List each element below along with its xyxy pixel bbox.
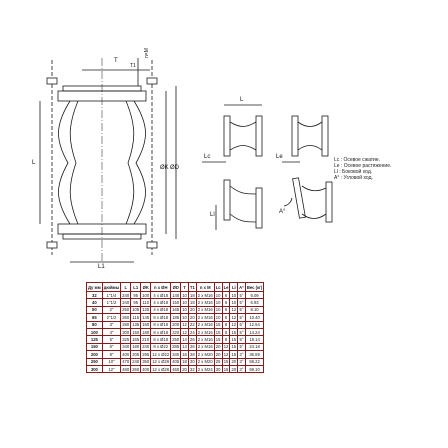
table-cell: 18 <box>190 292 195 298</box>
table-row <box>87 351 264 358</box>
legend-item: Lc : Осевое сжатие. <box>334 157 380 163</box>
label-phiD: ØD <box>170 165 179 171</box>
table-cell: 12 <box>182 322 187 328</box>
table-cell: 32 <box>190 366 195 372</box>
table-cell: 2" <box>102 306 120 313</box>
table-cell: 12 x Ø26 <box>152 366 170 372</box>
small-view-compression <box>202 105 262 162</box>
table-cell: 185 <box>172 314 180 320</box>
col-header-angle: A° <box>239 284 244 290</box>
main-assembly-view <box>40 58 176 262</box>
table-cell: 12 <box>223 344 229 350</box>
table-cell: 18 <box>190 300 195 306</box>
table-cell: 2 x M16 <box>197 329 213 335</box>
table-cell: 470 <box>122 359 130 365</box>
table-cell: 2 x M20 <box>197 359 213 365</box>
table-cell: 22 <box>190 322 195 328</box>
table-cell: 100 <box>142 292 150 298</box>
table-cell: 5° <box>239 314 244 320</box>
table-cell: 8 <box>222 321 230 328</box>
table-cell: 12 <box>223 351 229 357</box>
table-cell: 8 x Ø18 <box>151 328 171 335</box>
table-cell: 28 <box>190 351 195 357</box>
table-cell: 250 <box>87 358 103 365</box>
table-row <box>87 292 264 299</box>
table-cell: 15 <box>231 329 237 335</box>
flange-a <box>224 116 230 156</box>
table-cell: 12 x Ø26 <box>152 359 170 365</box>
table-cell: 15 <box>223 366 229 372</box>
table-cell: 4 x Ø18 <box>151 299 171 306</box>
table-cell: 460 <box>172 366 180 372</box>
table-cell: 10 <box>182 300 187 306</box>
table-cell: 2 x M16 <box>197 314 213 320</box>
table-cell: 285 <box>172 344 180 350</box>
table-cell: 3° <box>239 359 244 365</box>
table-cell: 15 <box>215 322 221 328</box>
nut-top-left <box>47 78 57 84</box>
table-cell: 10 <box>231 300 237 306</box>
col-header-T1: T1 <box>189 284 195 290</box>
legend-item: A° : Угловой ход. <box>334 175 373 181</box>
table-cell: 10 <box>182 307 187 313</box>
table-row <box>87 336 264 343</box>
table-cell: 180 <box>132 344 140 350</box>
table-cell: 15 <box>231 351 237 357</box>
table-cell: 10 <box>215 307 221 313</box>
table-cell: 150 <box>172 300 180 306</box>
table-cell: 210 <box>142 337 150 343</box>
table-cell: 80 <box>87 321 103 328</box>
table-cell: 8 <box>222 336 230 343</box>
col-header-phiD: ØD <box>172 284 179 290</box>
table-cell: 6 <box>222 299 230 306</box>
table-cell: 150 <box>132 329 140 335</box>
table-row <box>87 314 264 321</box>
table-cell: 65 <box>87 314 103 321</box>
flange-b <box>256 116 262 156</box>
table-cell: 58.22 <box>245 358 263 365</box>
table-cell: 3° <box>239 351 244 357</box>
table-cell: 480 <box>122 366 130 372</box>
table-cell: 8 x Ø18 <box>151 336 171 343</box>
bellows-right-outer <box>134 101 146 224</box>
table-cell: 16 <box>182 351 187 357</box>
table-cell: 24.18 <box>245 343 263 350</box>
table-cell: 220 <box>172 329 180 335</box>
table-cell: 14 <box>182 344 187 350</box>
table-cell: 15 <box>215 329 221 335</box>
flange-h <box>326 182 332 222</box>
table-cell: 2 x M16 <box>197 300 213 306</box>
table-cell: 180 <box>142 329 150 335</box>
table-cell: 2 x M16 <box>197 307 213 313</box>
legend-item: Le : Осевое растяжение. <box>334 163 392 169</box>
legend-item: Ll : Боковой ход. <box>334 169 373 175</box>
label-Ll: Ll <box>210 212 215 218</box>
table-cell: 12" <box>102 365 120 372</box>
table-body <box>87 292 264 373</box>
table-cell: 6.09 <box>245 292 263 299</box>
table-cell: 5° <box>239 292 244 298</box>
table-cell: 32 <box>87 292 103 299</box>
table-cell: 18 <box>182 359 187 365</box>
table-cell: 140 <box>172 292 180 298</box>
table-cell: 12 x Ø22 <box>152 351 170 357</box>
col-header-T: T <box>181 283 189 292</box>
col-header-Lc: Lc <box>215 284 221 290</box>
table-cell: 400 <box>122 351 130 357</box>
table-cell: 4 x Ø18 <box>151 306 171 313</box>
table-row <box>87 299 264 306</box>
table-cell: 6.93 <box>245 299 263 306</box>
label-T1: T1 <box>130 63 136 69</box>
table-row <box>87 328 264 335</box>
table-cell: 260 <box>122 314 130 320</box>
table-cell: 10 <box>231 292 237 298</box>
bellows-right-inner <box>126 101 134 224</box>
table-cell: 12.54 <box>245 321 263 328</box>
table-cell: 18.14 <box>245 336 263 343</box>
bellows-left-inner <box>70 101 78 224</box>
table-cell: 350 <box>142 359 150 365</box>
table-cell: 5° <box>239 307 244 313</box>
small-view-extension <box>282 116 328 162</box>
nut-bottom-left <box>47 242 57 248</box>
table-cell: 3° <box>239 366 244 372</box>
table-row <box>87 306 264 313</box>
table-cell: 10 <box>182 314 187 320</box>
table-cell: 400 <box>142 366 150 372</box>
table-cell: 24 <box>190 329 195 335</box>
table-cell: 405 <box>172 359 180 365</box>
table-cell: 325 <box>122 337 130 343</box>
table-cell: 205 <box>132 351 140 357</box>
flange-e <box>224 180 230 220</box>
table-cell: 5° <box>239 337 244 343</box>
table-cell: 40 <box>87 299 103 306</box>
table-cell: 165 <box>172 307 180 313</box>
table-cell: 1"1/2 <box>102 299 120 306</box>
table-cell: 200 <box>87 351 103 358</box>
table-cell: 160 <box>142 322 150 328</box>
table-row <box>87 365 264 372</box>
table-cell: 10 <box>215 292 221 298</box>
table-cell: 95 <box>131 292 141 299</box>
col-header-weight: Вес (кг) <box>246 284 263 290</box>
label-angle: A° <box>279 209 286 215</box>
col-header-L1: L1 <box>131 283 141 292</box>
table-cell: 3" <box>102 321 120 328</box>
table-cell: 2 x M24 <box>197 366 213 372</box>
table-cell: 20 <box>215 351 221 357</box>
col-header-phiK: ØK <box>142 284 149 290</box>
table-cell: 15 <box>215 337 221 343</box>
table-cell: 4" <box>102 328 120 335</box>
table-cell: 69.10 <box>245 365 263 372</box>
table-cell: 260 <box>132 366 140 372</box>
nut-top-right <box>147 78 157 84</box>
table-cell: 20 <box>182 366 187 372</box>
table-cell: 30 <box>190 359 195 365</box>
bellows-a <box>230 122 256 150</box>
table-cell: 50 <box>87 306 103 313</box>
table-row <box>87 321 264 328</box>
small-view-lateral <box>216 180 262 230</box>
label-Lc: Lc <box>204 154 211 160</box>
table-cell: 10 <box>215 314 221 320</box>
bellows-c <box>230 186 256 222</box>
label-L-small: L <box>240 97 244 103</box>
table-row <box>87 358 264 365</box>
table-cell: 5" <box>102 336 120 343</box>
table-cell: 2 x M16 <box>197 292 213 298</box>
table-cell: 30 <box>215 366 221 372</box>
table-cell: 10" <box>102 358 120 365</box>
col-header-Le: Le <box>223 284 229 290</box>
small-view-angular <box>284 178 332 222</box>
table-cell: 135 <box>132 322 140 328</box>
table-cell: 150 <box>87 343 103 350</box>
table-cell: 100 <box>87 328 103 335</box>
label-Le: Le <box>276 154 283 160</box>
table-cell: 15 <box>231 337 237 343</box>
col-header-L: L <box>121 283 131 292</box>
table-cell: 2 x M20 <box>197 351 213 357</box>
col-header-Ll: Ll <box>231 284 236 290</box>
table-cell: 20 <box>231 359 237 365</box>
table-cell: 5° <box>239 329 244 335</box>
table-cell: 200 <box>172 322 180 328</box>
table-header-row <box>87 283 264 292</box>
table-cell: 10 <box>182 292 187 298</box>
table-cell: 240 <box>142 344 150 350</box>
flange-d <box>322 116 328 156</box>
table-cell: 25 <box>215 359 221 365</box>
table-cell: 5° <box>239 344 244 350</box>
table-cell: 26 <box>190 344 195 350</box>
table-cell: 12 <box>231 314 237 320</box>
table-cell: 240 <box>122 292 130 298</box>
table-cell: 105 <box>132 307 140 313</box>
table-cell: 8 x Ø18 <box>151 314 171 321</box>
table-cell: 340 <box>122 344 130 350</box>
table-cell: 6 <box>222 306 230 313</box>
label-L: L <box>32 160 36 166</box>
table-cell: 300 <box>122 329 130 335</box>
table-cell: 5° <box>239 322 244 328</box>
table-cell: 14.24 <box>245 328 263 335</box>
table-cell: 5° <box>239 300 244 306</box>
table-cell: 145 <box>142 314 150 320</box>
table-cell: 2"1/2 <box>102 314 120 321</box>
table-cell: 1"1/4 <box>102 292 120 299</box>
table-cell: 15 <box>223 359 229 365</box>
table-cell: 340 <box>172 351 180 357</box>
col-header-dn: Ду мм <box>88 284 101 290</box>
table-cell: 6 <box>222 292 230 299</box>
table-cell: 110 <box>142 300 150 306</box>
table-cell: 14 <box>182 337 187 343</box>
table-cell: 2 x M16 <box>197 322 213 328</box>
table-cell: 26 <box>190 337 195 343</box>
table-cell: 250 <box>122 307 130 313</box>
table-cell: 12 <box>231 307 237 313</box>
table-cell: 12 <box>182 329 187 335</box>
table-cell: 2 x M16 <box>197 344 213 350</box>
bellows-b <box>298 122 322 150</box>
table-cell: 6" <box>102 343 120 350</box>
table-cell: 20 <box>190 307 195 313</box>
table-cell: 2 x M16 <box>197 337 213 343</box>
bellows-left-outer <box>58 101 70 224</box>
table-row <box>87 343 264 350</box>
table-cell: 125 <box>142 307 150 313</box>
table-cell: 10.40 <box>245 314 263 321</box>
col-header-inch: дюймы <box>103 284 120 290</box>
table-cell: 295 <box>142 351 150 357</box>
dim-angle <box>284 198 292 206</box>
table-cell: 6 <box>222 314 230 321</box>
spec-table <box>86 282 264 373</box>
table-cell: 8" <box>102 351 120 358</box>
table-cell: 240 <box>122 300 130 306</box>
table-cell: 125 <box>87 336 103 343</box>
table-cell: 250 <box>172 337 180 343</box>
table-cell: 8 <box>222 328 230 335</box>
table-cell: 20 <box>231 366 237 372</box>
table-cell: 8.10 <box>245 306 263 313</box>
table-cell: 8 x Ø18 <box>151 321 171 328</box>
table-cell: 165 <box>132 337 140 343</box>
table-cell: 10 <box>215 300 221 306</box>
flange-g <box>293 178 306 218</box>
table-cell: 240 <box>132 359 140 365</box>
table-cell: 36.59 <box>245 351 263 358</box>
movement-legend <box>334 157 391 181</box>
label-nM: n×M <box>144 48 150 58</box>
table-cell: 20 <box>215 344 221 350</box>
table-cell: 300 <box>87 365 103 372</box>
col-header-nM: n x M <box>196 283 214 292</box>
flange-c <box>292 116 298 156</box>
table-cell: 20 <box>190 314 195 320</box>
col-header-nH: n x ØH <box>151 283 171 292</box>
table-cell: 95 <box>131 299 141 306</box>
bellows-d <box>302 186 326 219</box>
table-cell: 280 <box>122 322 130 328</box>
table-cell: 4 x Ø18 <box>151 292 171 299</box>
table-cell: 12 <box>231 322 237 328</box>
table-cell: 15 <box>231 344 237 350</box>
table-cell: 115 <box>132 314 140 320</box>
label-T: T <box>114 58 118 64</box>
label-phiK: ØK <box>160 165 169 171</box>
table-cell: 8 x Ø22 <box>151 343 171 350</box>
label-L1: L1 <box>98 264 105 270</box>
nut-bottom-right <box>147 242 157 248</box>
flange-f <box>256 188 262 228</box>
